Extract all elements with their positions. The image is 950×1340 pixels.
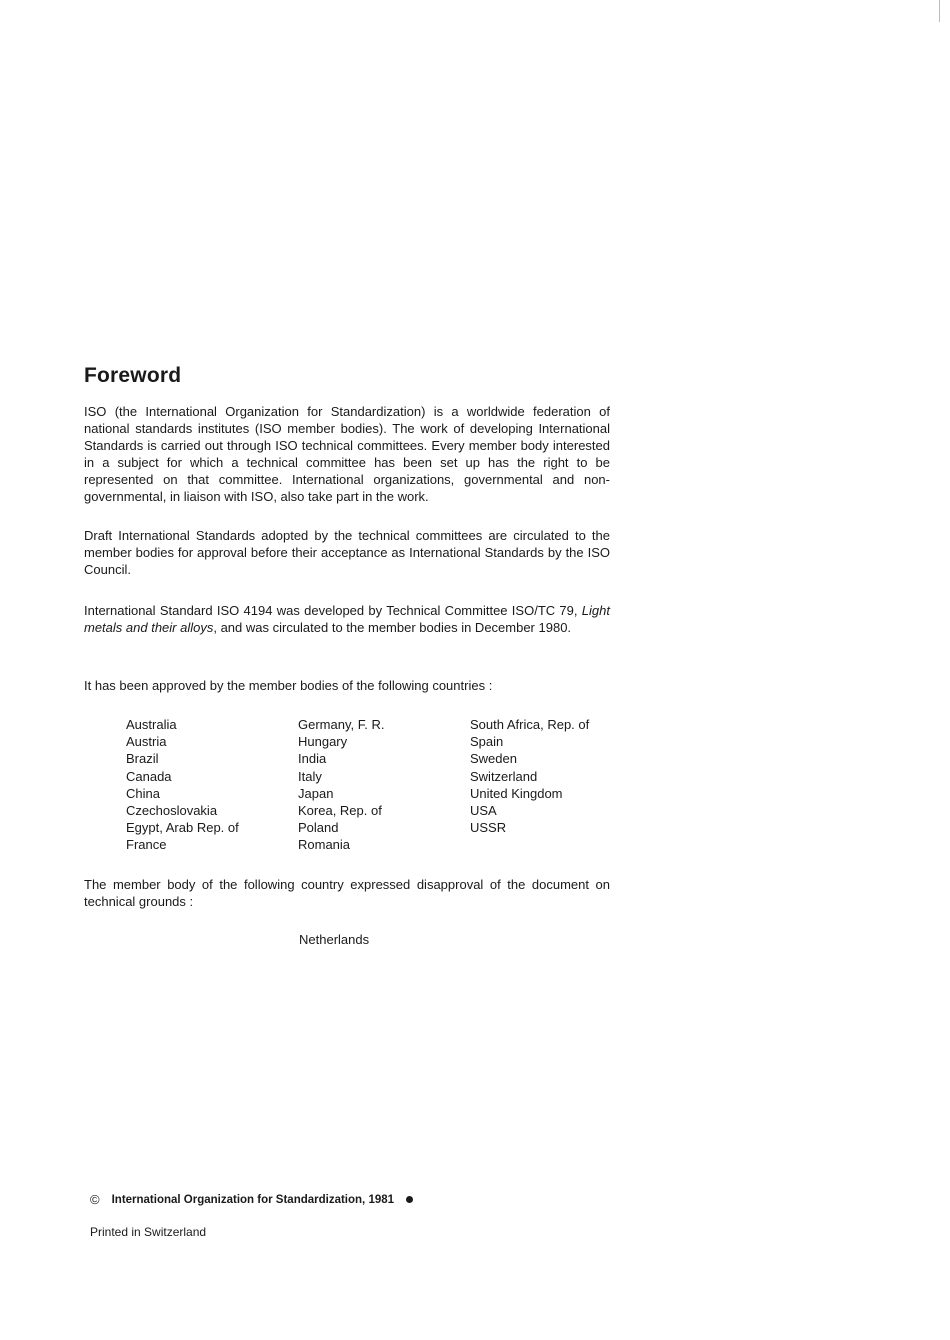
page-edge-mark — [939, 0, 940, 22]
list-item: China — [126, 785, 160, 801]
approval-intro: It has been approved by the member bodies of the following countries : — [84, 678, 493, 693]
country-list-column-2 — [298, 716, 384, 854]
copyright-icon: © — [90, 1192, 100, 1207]
foreword-paragraph-1: ISO (the International Organization for Standardization) is a worldwide federation of national standards institutes (ISO member bodies). The work of developing International Standards is carried out through ISO technical committees. Every member body interested in a subject for which a technical committee has been set up has the right to be represented on that committee. International organizations, governmental and non-governmental, in liaison with ISO, also take part in the work. — [84, 404, 610, 504]
list-item: South Africa, Rep. of — [470, 717, 590, 732]
foreword-paragraph-2: Draft International Standards adopted by the technical committees are circulated to the member bodies for approval before their acceptance as International Standards by the ISO Council. — [84, 528, 610, 577]
page-title: Foreword — [84, 364, 182, 387]
country-list-column-1 — [126, 716, 239, 854]
list-item: USSR — [470, 820, 507, 836]
list-item: Egypt, Arab Rep. of — [126, 820, 239, 836]
copyright-line — [90, 1192, 413, 1207]
list-item: Czechoslovakia — [126, 803, 218, 819]
foreword-paragraph-3 — [84, 602, 610, 636]
country-list-column-3 — [470, 716, 589, 836]
bullet-icon — [406, 1196, 413, 1203]
list-item: Poland — [298, 820, 339, 836]
list-item: Germany, F. R. — [298, 717, 385, 732]
list-item: Switzerland — [470, 768, 538, 784]
printed-in: Printed in Switzerland — [90, 1225, 207, 1239]
list-item: Korea, Rep. of — [298, 803, 382, 819]
copyright-text: International Organization for Standardization, 1981 — [111, 1193, 395, 1206]
list-item: Sweden — [470, 751, 517, 767]
disapproval-paragraph: The member body of the following country expressed disapproval of the document on technical grounds : — [84, 877, 610, 909]
list-item: Austria — [126, 734, 167, 750]
list-item: India — [298, 751, 327, 767]
list-item: USA — [470, 803, 497, 819]
list-item: United Kingdom — [470, 785, 563, 801]
list-item: Canada — [126, 768, 172, 784]
list-item: Hungary — [298, 734, 348, 750]
disapproving-country: Netherlands — [299, 932, 370, 947]
list-item: Romania — [298, 837, 351, 853]
paragraph-3-end: , and was circulated to the member bodies in December 1980. — [213, 620, 572, 635]
list-item: Japan — [298, 785, 334, 801]
list-item: France — [126, 837, 167, 853]
paragraph-3-start: International Standard ISO 4194 was developed by Technical Committee ISO/TC 79, — [84, 603, 578, 618]
committee-title: Light metals and their alloys — [84, 603, 610, 635]
list-item: Italy — [298, 768, 322, 784]
list-item: Spain — [470, 734, 504, 750]
list-item: Brazil — [126, 751, 159, 767]
list-item: Australia — [126, 717, 177, 732]
